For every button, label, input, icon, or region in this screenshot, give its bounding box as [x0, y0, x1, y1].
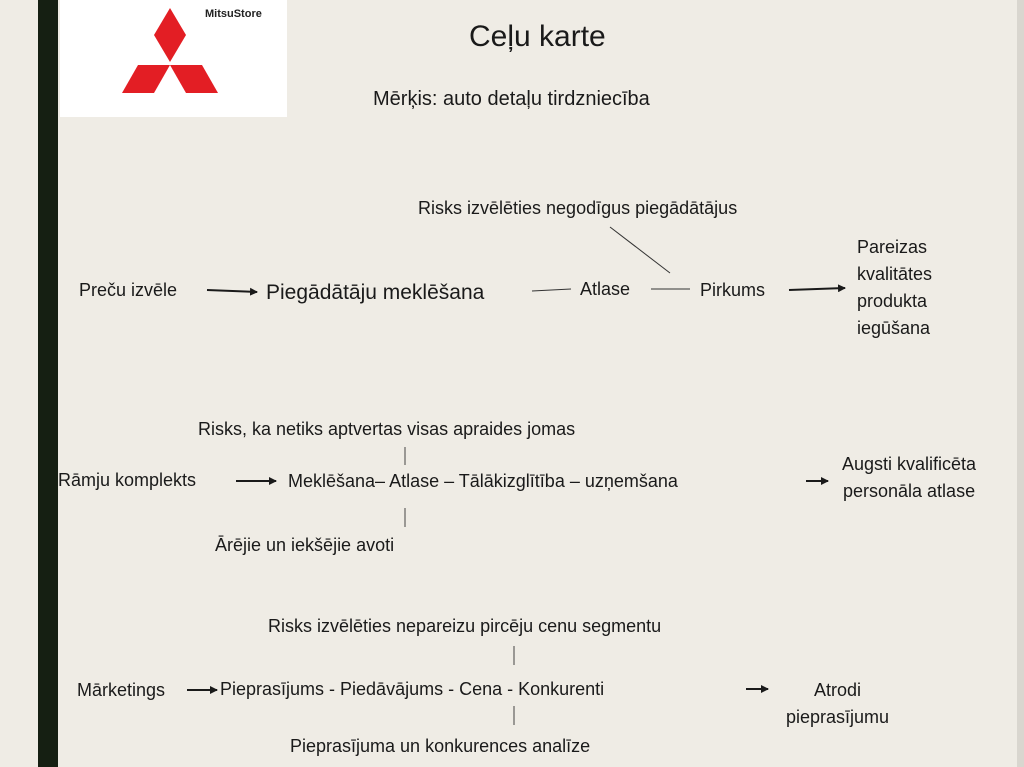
row3-risk: Risks izvēlēties nepareizu pircēju cenu segmentu — [268, 616, 662, 636]
row2-steps: Meklēšana– Atlase – Tālākizglītība – uzņemšana — [288, 471, 678, 491]
row1-start: Preču izvēle — [79, 280, 178, 300]
row1-result — [857, 234, 932, 342]
row1-step-pirkums: Pirkums — [700, 280, 766, 300]
row2-result — [842, 451, 976, 505]
row2-result-line: Augsti kvalificēta — [842, 454, 977, 474]
arrow-precu-to-piegadataju — [207, 290, 257, 292]
line-meklesana-to-atlase — [532, 289, 571, 291]
row1-risk: Risks izvēlēties negodīgus piegādātājus — [418, 198, 738, 218]
row1-result-line: Pareizas — [857, 237, 928, 257]
arrow-pirkums-to-result — [789, 288, 845, 290]
row3-steps: Pieprasījums - Piedāvājums - Cena - Konkurenti — [220, 679, 605, 699]
row2-risk: Risks, ka netiks aptvertas visas apraides jomas — [198, 419, 576, 439]
line-risk1 — [610, 227, 670, 273]
row3-result-line: Atrodi — [814, 680, 862, 700]
row3-result — [786, 677, 889, 731]
page-subtitle: Mērķis: auto detaļu tirdzniecība — [373, 88, 650, 110]
row1-step-piegadataju: Piegādātāju meklēšana — [266, 281, 485, 304]
row1-result-line: kvalitātes — [857, 264, 933, 284]
row2-sources: Ārējie un iekšējie avoti — [215, 535, 395, 555]
row2-start: Rāmju komplekts — [58, 470, 197, 490]
logo-brand-text: MitsuStore — [205, 8, 262, 20]
row1-result-line: iegūšana — [857, 318, 931, 338]
page-title: Ceļu karte — [469, 20, 606, 53]
row3-start: Mārketings — [77, 680, 166, 700]
row3-result-line: pieprasījumu — [786, 707, 890, 727]
row3-analysis: Pieprasījuma un konkurences analīze — [290, 736, 591, 756]
row2-result-line: personāla atlase — [842, 481, 976, 501]
row1-step-atlase: Atlase — [580, 279, 631, 299]
row1-result-line: produkta — [857, 291, 928, 311]
